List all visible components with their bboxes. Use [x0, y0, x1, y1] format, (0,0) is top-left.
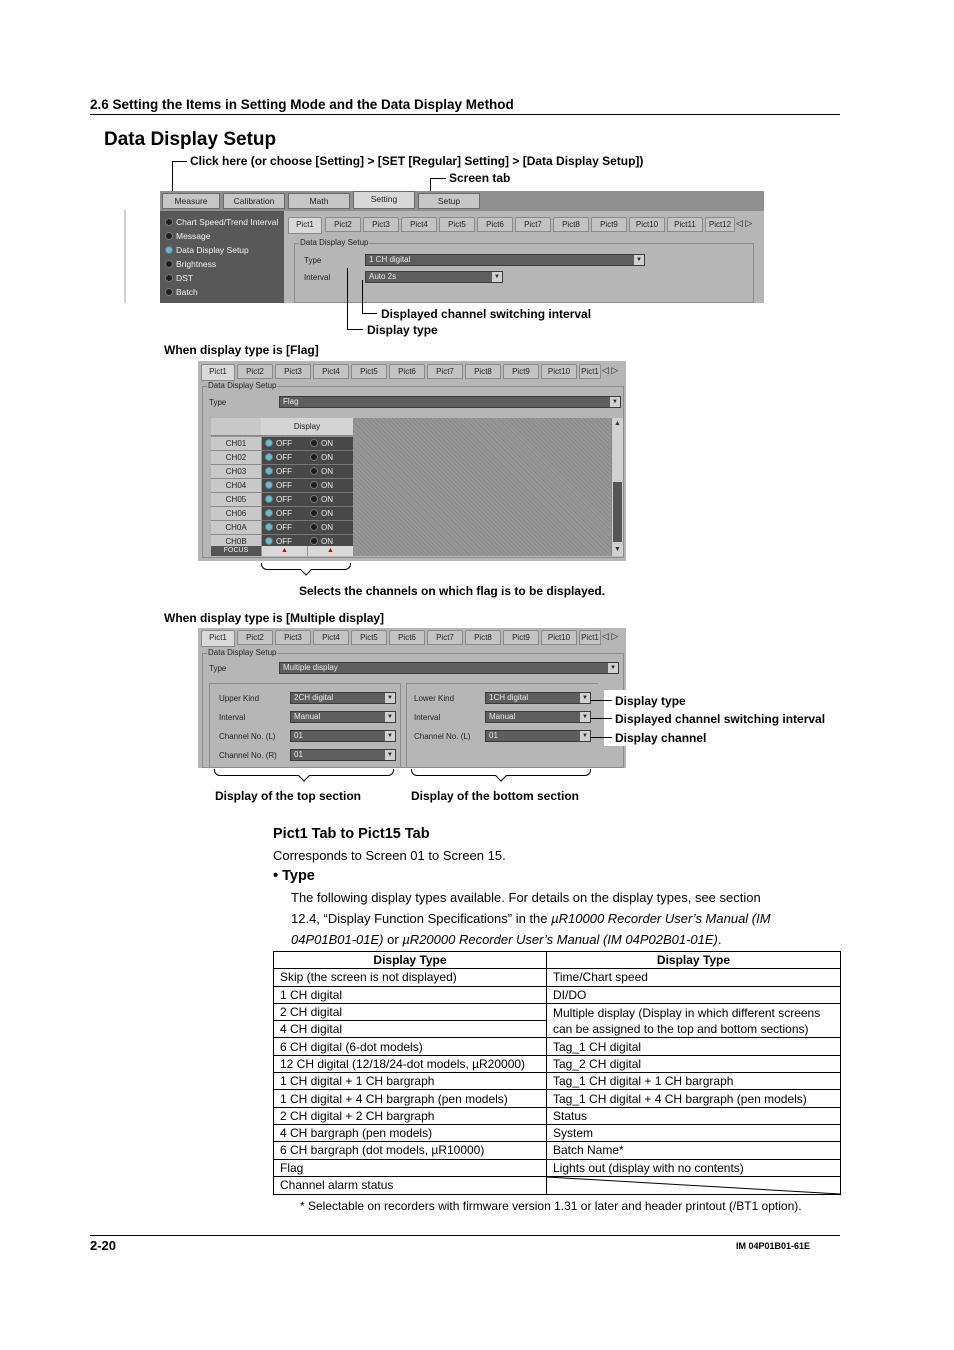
type-select[interactable]: Flag ▼ [279, 396, 621, 408]
page-number: 2-20 [90, 1238, 117, 1253]
lower-interval-label: Interval [414, 713, 441, 722]
table-row: CH06 OFF ON [211, 507, 353, 521]
tab-pict10[interactable]: Pict10 [629, 217, 665, 232]
leader-line [362, 280, 363, 314]
table-row: 12 CH digital (12/18/24-dot models, µR20000) Tag_2 CH digital [274, 1055, 841, 1072]
tab-setting[interactable]: Setting [353, 191, 415, 209]
table-row: Channel alarm status [274, 1176, 841, 1194]
table-row: CH03 OFF ON [211, 465, 353, 479]
table-row: 2 CH digital Multiple display (Display in which different screens can be assigned to the top and bottom sections) [274, 1003, 841, 1020]
tab-pict1[interactable]: Pict1 [288, 217, 322, 234]
data-display-setup-group [202, 381, 624, 558]
lower-kind-select[interactable]: 1CH digital ▼ [485, 692, 591, 704]
tab-pict10[interactable]: Pict10 [541, 364, 577, 379]
tab-pict2[interactable]: Pict2 [237, 364, 273, 379]
upper-kind-label: Upper Kind [219, 694, 260, 703]
lower-chl-select[interactable]: 01 ▼ [485, 730, 591, 742]
menu-item-message[interactable]: Message [165, 230, 211, 242]
multi-callout-switch-interval: Displayed channel switching interval [615, 712, 826, 726]
tab-scroll-arrows-icon[interactable]: ◁ ▷ [602, 631, 619, 641]
tab-calibration[interactable]: Calibration [223, 193, 285, 209]
table-row: Skip (the screen is not displayed) Time/Chart speed [274, 969, 841, 986]
radio-selected-icon [265, 467, 273, 475]
flag-note: Selects the channels on which flag is to be displayed. [299, 584, 606, 598]
tab-pict11[interactable]: Pict11 [667, 217, 703, 232]
tab-pict4[interactable]: Pict4 [313, 364, 349, 379]
tab-pict4[interactable]: Pict4 [401, 217, 437, 232]
radio-icon [310, 523, 318, 531]
footer-rule [90, 1235, 840, 1236]
tab-heading: Pict1 Tab to Pict15 Tab [273, 826, 430, 842]
radio-icon [310, 467, 318, 475]
pict-tab-bar [286, 217, 764, 234]
on-radio[interactable]: ON [307, 465, 353, 479]
off-radio[interactable]: OFF [262, 507, 307, 521]
on-radio[interactable]: ON [307, 437, 353, 451]
radio-selected-icon [265, 495, 273, 503]
column-header: Display Type [547, 952, 841, 969]
radio-icon [310, 453, 318, 461]
upper-chr-label: Channel No. (R) [219, 751, 277, 760]
radio-selected-icon [165, 246, 173, 254]
off-radio[interactable]: OFF [262, 451, 307, 465]
tab-pict2[interactable]: Pict2 [325, 217, 361, 232]
radio-icon [310, 509, 318, 517]
multi-caption: When display type is [Multiple display] [164, 611, 385, 625]
radio-icon [165, 232, 173, 240]
off-radio[interactable]: OFF [262, 521, 307, 535]
radio-selected-icon [265, 439, 273, 447]
interval-label: Interval [304, 273, 331, 282]
data-display-setup-group [294, 238, 754, 303]
leader-line [430, 178, 446, 179]
radio-icon [165, 260, 173, 268]
menu-item-chart-speed[interactable]: Chart Speed/Trend Interval [165, 216, 278, 228]
tab-description: Corresponds to Screen 01 to Screen 15. [273, 848, 506, 863]
off-radio[interactable]: OFF [262, 465, 307, 479]
tab-scroll-arrows-icon[interactable]: ◁ ▷ [736, 218, 753, 228]
flag-caption: When display type is [Flag] [164, 343, 319, 357]
chevron-down-icon: ▼ [580, 712, 590, 722]
page-title: Data Display Setup [104, 129, 277, 150]
diagonal-strike [547, 1177, 840, 1194]
header-corner [211, 418, 261, 436]
tab-pict9[interactable]: Pict9 [503, 630, 539, 645]
radio-selected-icon [265, 481, 273, 489]
table-footnote: * Selectable on recorders with firmware version 1.31 or later and header printout (/BT1 option). [300, 1199, 802, 1213]
upper-chr-select[interactable]: 01 ▼ [290, 749, 396, 761]
tab-pict5[interactable]: Pict5 [351, 630, 387, 645]
tab-setup[interactable]: Setup [418, 193, 480, 209]
radio-selected-icon [265, 509, 273, 517]
flag-screenshot [198, 361, 626, 561]
interval-select[interactable]: Auto 2s ▼ [365, 271, 503, 283]
tab-pict7[interactable]: Pict7 [427, 630, 463, 645]
callout-switch-interval: Displayed channel switching interval [381, 307, 592, 321]
upper-interval-select[interactable]: Manual ▼ [290, 711, 396, 723]
off-radio[interactable]: OFF [262, 437, 307, 451]
leader-line [172, 161, 187, 162]
radio-icon [310, 495, 318, 503]
type-label: Type [209, 664, 227, 673]
menu-item-dst[interactable]: DST [165, 272, 193, 284]
paragraph-line: 04P01B01-01E) or µR20000 Recorder User’s Manual (IM 04P02B01-01E). [291, 932, 722, 947]
divider [124, 210, 126, 303]
pict-tab-bar [198, 364, 626, 381]
table-row: CH05 OFF ON [211, 493, 353, 507]
scroll-up-icon[interactable]: ▲ [614, 420, 621, 427]
table-row: 2 CH digital + 2 CH bargraph Status [274, 1107, 841, 1124]
chevron-down-icon: ▼ [385, 712, 395, 722]
settings-menu [160, 211, 284, 303]
tab-pict9[interactable]: Pict9 [591, 217, 627, 232]
paragraph-line: 12.4, “Display Function Specifications” in the µR10000 Recorder User’s Manual (IM [291, 911, 771, 926]
tab-pict8[interactable]: Pict8 [553, 217, 589, 232]
table-row: 4 CH bargraph (pen models) System [274, 1124, 841, 1141]
leader-line [347, 268, 348, 330]
tab-pict7[interactable]: Pict7 [515, 217, 551, 232]
tab-pict1[interactable]: Pict1 [201, 630, 235, 647]
tab-pict3[interactable]: Pict3 [275, 630, 311, 645]
type-label: Type [209, 398, 227, 407]
table-row: CH0B OFF ON [211, 535, 353, 546]
radio-selected-icon [265, 523, 273, 531]
tab-pict3[interactable]: Pict3 [363, 217, 399, 232]
tab-pict5[interactable]: Pict5 [439, 217, 475, 232]
on-radio[interactable]: ON [307, 493, 353, 507]
header-rule [90, 114, 840, 115]
type-select[interactable]: 1 CH digital ▼ [365, 254, 645, 266]
top-section-caption: Display of the top section [215, 789, 362, 803]
table-row: 4 CH digital [274, 1021, 841, 1038]
radio-selected-icon [265, 537, 273, 545]
table-row: Flag Lights out (display with no contents) [274, 1159, 841, 1176]
radio-icon [310, 537, 318, 545]
tab-pict5[interactable]: Pict5 [351, 364, 387, 379]
tab-pict3[interactable]: Pict3 [275, 364, 311, 379]
on-radio[interactable]: ON [307, 535, 353, 546]
chevron-down-icon: ▼ [610, 397, 620, 407]
tab-scroll-arrows-icon[interactable]: ◁ ▷ [602, 365, 619, 375]
focus-on-arrow-icon[interactable]: ▲ [308, 546, 353, 556]
focus-off-arrow-icon[interactable]: ▲ [262, 546, 307, 556]
leader-line [590, 737, 612, 738]
table-row: 1 CH digital + 4 CH bargraph (pen models) Tag_1 CH digital + 4 CH bargraph (pen models) [274, 1090, 841, 1107]
tab-pict12[interactable]: Pict12 [705, 217, 735, 232]
chevron-down-icon: ▼ [580, 693, 590, 703]
tab-pict7[interactable]: Pict7 [427, 364, 463, 379]
tab-pict4[interactable]: Pict4 [313, 630, 349, 645]
table-row: CH01 OFF ON [211, 437, 353, 451]
tab-pict11[interactable]: Pict1 [579, 364, 601, 379]
menu-item-data-display-setup[interactable]: Data Display Setup [165, 244, 249, 256]
on-radio[interactable]: ON [307, 507, 353, 521]
tab-pict2[interactable]: Pict2 [237, 630, 273, 645]
tab-pict6[interactable]: Pict6 [389, 364, 425, 379]
type-paragraph [291, 887, 841, 950]
off-radio[interactable]: OFF [262, 535, 307, 546]
multi-callout-display-type: Display type [615, 694, 686, 708]
callout-click-here: Click here (or choose [Setting] > [SET [Regular] Setting] > [Data Display Setup]) [190, 154, 644, 168]
table-row: CH0A OFF ON [211, 521, 353, 535]
bottom-section-caption: Display of the bottom section [411, 789, 580, 803]
display-type-table [273, 951, 841, 1195]
flag-channel-grid [211, 418, 621, 556]
radio-icon [165, 274, 173, 282]
group-title: Data Display Setup [300, 238, 369, 247]
table-header-row [274, 952, 841, 969]
tab-pict11[interactable]: Pict1 [579, 630, 601, 645]
table-row: CH04 OFF ON [211, 479, 353, 493]
group-title: Data Display Setup [208, 381, 277, 390]
radio-selected-icon [265, 453, 273, 461]
menu-item-batch[interactable]: Batch [165, 286, 198, 298]
upper-section-group [209, 683, 401, 768]
callout-display-type: Display type [367, 323, 438, 337]
leader-line [347, 329, 363, 330]
top-tab-bar [160, 191, 764, 211]
radio-icon [310, 481, 318, 489]
table-row: 6 CH bargraph (dot models, µR10000) Batch Name* [274, 1142, 841, 1159]
upper-interval-label: Interval [219, 713, 246, 722]
chevron-down-icon: ▼ [634, 255, 644, 265]
display-column-header: Display [261, 418, 353, 436]
on-radio[interactable]: ON [307, 479, 353, 493]
type-bullet: • Type [273, 868, 315, 884]
chevron-down-icon: ▼ [580, 731, 590, 741]
lower-chl-label: Channel No. (L) [414, 732, 471, 741]
pict-tab-bar [198, 630, 626, 647]
column-header: Display Type [274, 952, 547, 969]
scroll-down-icon[interactable]: ▼ [614, 546, 621, 553]
lower-interval-select[interactable]: Manual ▼ [485, 711, 591, 723]
table-row: 6 CH digital (6-dot models) Tag_1 CH digital [274, 1038, 841, 1055]
data-display-setup-group [202, 648, 624, 768]
off-radio[interactable]: OFF [262, 493, 307, 507]
scrollbar-thumb[interactable] [613, 482, 622, 542]
leader-line [590, 700, 612, 701]
upper-chl-label: Channel No. (L) [219, 732, 276, 741]
tab-pict8[interactable]: Pict8 [465, 630, 501, 645]
section-header: 2.6 Setting the Items in Setting Mode and the Data Display Method [90, 97, 514, 112]
table-row: CH02 OFF ON [211, 451, 353, 465]
upper-kind-select[interactable]: 2CH digital ▼ [290, 692, 396, 704]
off-radio[interactable]: OFF [262, 479, 307, 493]
multiple-display-screenshot [198, 628, 626, 768]
tab-pict9[interactable]: Pict9 [503, 364, 539, 379]
tab-pict10[interactable]: Pict10 [541, 630, 577, 645]
chevron-down-icon: ▼ [385, 693, 395, 703]
upper-chl-select[interactable]: 01 ▼ [290, 730, 396, 742]
chevron-down-icon: ▼ [608, 663, 618, 673]
multi-callout-display-channel: Display channel [615, 731, 707, 745]
chevron-down-icon: ▼ [385, 750, 395, 760]
type-label: Type [304, 256, 322, 265]
leader-line [362, 313, 377, 314]
menu-item-brightness[interactable]: Brightness [165, 258, 216, 270]
radio-icon [310, 439, 318, 447]
settings-screenshot [160, 191, 764, 303]
lower-kind-label: Lower Kind [414, 694, 455, 703]
vertical-scrollbar[interactable] [611, 418, 623, 556]
tab-pict6[interactable]: Pict6 [477, 217, 513, 232]
on-radio[interactable]: ON [307, 521, 353, 535]
on-radio[interactable]: ON [307, 451, 353, 465]
callout-screen-tab: Screen tab [449, 171, 511, 185]
focus-label: FOCUS [211, 546, 261, 556]
group-title: Data Display Setup [208, 648, 277, 657]
empty-cell [547, 1176, 841, 1194]
table-row: 1 CH digital + 1 CH bargraph Tag_1 CH digital + 1 CH bargraph [274, 1073, 841, 1090]
tab-math[interactable]: Math [288, 193, 350, 209]
table-row: 1 CH digital DI/DO [274, 986, 841, 1003]
chevron-down-icon: ▼ [385, 731, 395, 741]
leader-line [590, 718, 612, 719]
tab-pict6[interactable]: Pict6 [389, 630, 425, 645]
tab-pict1[interactable]: Pict1 [201, 364, 235, 381]
paragraph-line: The following display types available. For details on the display types, see section [291, 890, 761, 905]
chevron-down-icon: ▼ [492, 272, 502, 282]
lower-section-group [406, 683, 598, 768]
document-id: IM 04P01B01-61E [736, 1241, 811, 1251]
radio-icon [165, 288, 173, 296]
radio-icon [165, 218, 173, 226]
tab-measure[interactable]: Measure [162, 193, 220, 209]
tab-pict8[interactable]: Pict8 [465, 364, 501, 379]
type-select[interactable]: Multiple display ▼ [279, 662, 619, 674]
